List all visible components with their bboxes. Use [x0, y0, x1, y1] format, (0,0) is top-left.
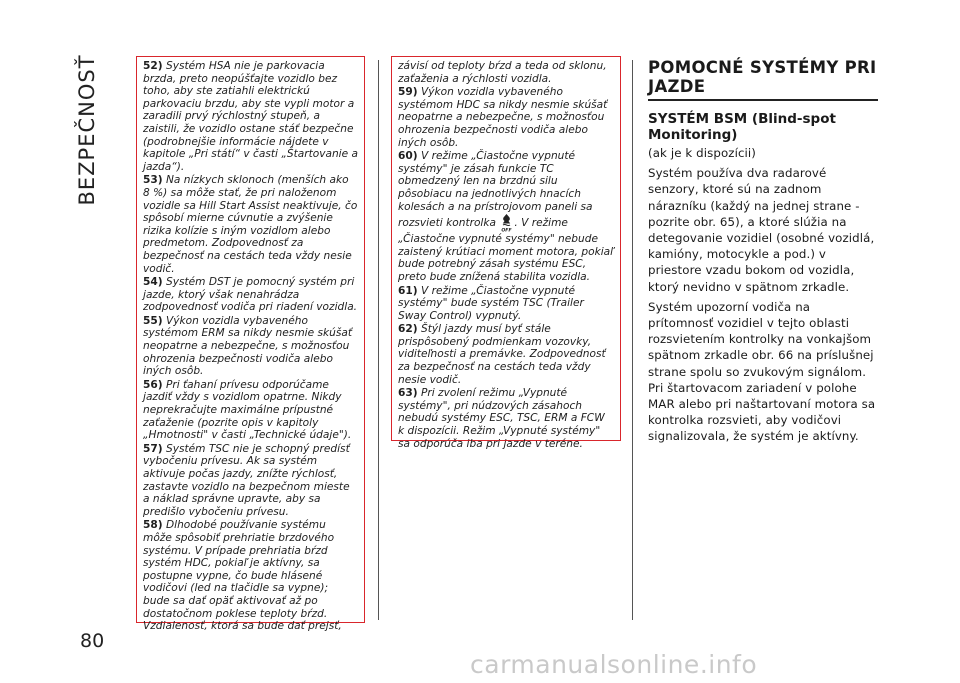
- warning-item: 57) Systém TSC nie je schopný predísť vybočeniu prívesu. Ak sa systém aktivuje počas jazdy, znížte rýchlosť, zastavte vozidlo na bezpečnom mieste a náklad správne upravte, aby sa predišlo vybočeniu prívesu.: [143, 442, 350, 518]
- warning-item: 60) V režime „Čiastočne vypnuté systémy" je zásah funkcie TC obmedzený len na brzdnú silu pôsobiacu na jednotlivých hnacích kolesách a na prístrojovom paneli sa rozsvieti kontrolka OFF . V režime „Čiastočne vypnuté systémy" nebude zaistený krútiaci moment motora, pokiaľ bude potrebný zásah systému ESC, preto bude znížená stabilita vozidla.: [398, 150, 614, 283]
- warning-item: 59) Výkon vozidla vybaveného systémom HDC sa nikdy nesmie skúšať neopatrne a nebezpečne, s možnosťou ohrozenia bezpečnosti vodiča alebo iných osôb.: [398, 86, 608, 149]
- warning-continuation: závisí od teploty bŕzd a teda od sklonu, zaťaženia a rýchlosti vozidla.: [398, 60, 607, 85]
- warning-item: 53) Na nízkych sklonoch (menších ako 8 %) sa môže stať, že pri naloženom vozidle sa Hill Start Assist neaktivuje, čo spôsobí mierne cúvnutie a zvýšenie rizika kolízie s iným vozidlom alebo predmetom. Zodpovednosť za bezpečnosť na cestách teda vždy nesie vodič.: [143, 174, 358, 275]
- subsection-heading: SYSTÉM BSM (Blind-spot Monitoring): [648, 111, 836, 143]
- warning-box-left: [136, 56, 365, 633]
- body-paragraph: Systém používa dva radarové senzory, ktoré sú na zadnom nárazníku (každý na jednej strane - pozrite obr. 65), a ktoré slúžia na detegovanie vozidiel (osobné vozidlá, kamióny, motocykle a pod.) v priestore vzadu bokom od vozidla, ktorý nevidno v spätnom zrkadle.: [648, 166, 875, 294]
- section-heading: POMOCNÉ SYSTÉMY PRI JAZDE: [648, 58, 878, 101]
- warning-item: 52) Systém HSA nie je parkovacia brzda, preto neopúšťajte vozidlo bez toho, aby ste zatiahli elektrickú parkovaciu brzdu, aby ste vypli motor a zaradili prvý rýchlostný stupeň, a zaistili, že vozidlo ostane stáť bezpečne (podrobnejšie informácie nájdete v kapitole „Pri státí“ v časti „Štartovanie a jazda“).: [143, 60, 358, 173]
- warning-item: 55) Výkon vozidla vybaveného systémom ERM sa nikdy nesmie skúšať neopatrne a nebezpečne, s možnosťou ohrozenia bezpečnosti vodiča alebo iných osôb.: [143, 314, 352, 378]
- body-paragraph: Systém upozorní vodiča na prítomnosť vozidiel v tejto oblasti rozsvietením kontrolky na vonkajšom spätnom zrkadle obr. 66 na príslušnej strane spolu so zvukovým signálom. Pri štartovacom zariadení v polohe MAR alebo pri naštartovaní motora sa kontrolka rozsvieti, aby vodičovi signalizovala, že systém je aktívny.: [648, 299, 876, 444]
- main-text-column: [648, 58, 878, 449]
- page-number: 80: [80, 630, 105, 652]
- watermark: carmanualsonline.info: [470, 650, 758, 679]
- warning-item: 61) V režime „Čiastočne vypnuté systémy" bude systém TSC (Trailer Sway Control) vypnutý.: [398, 284, 584, 322]
- warning-item: 58) Dlhodobé používanie systému môže spôsobiť prehriatie brzdového systému. V prípade prehriatia bŕzd systém HDC, pokiaľ je aktívny, sa postupne vypne, čo bude hlásené vodičovi (led na tlačidle sa vypne); bude sa dať opäť aktivovať až po dostatočnom poklese teploty bŕzd. Vzdialenosť, ktorá sa bude dať prejsť,: [143, 519, 342, 633]
- warning-item: 56) Pri ťahaní prívesu odporúčame jazdiť vždy s vozidlom opatrne. Nikdy neprekračujte maximálne prípustné zaťaženie (pozrite opis v kapitoly „Hmotnosti" v časti „Technické údaje").: [143, 378, 352, 442]
- warning-item: 54) Systém DST je pomocný systém pri jazde, ktorý však nenahrádza zodpovednosť vodiča pri riadení vozidla.: [143, 276, 358, 314]
- warning-item: 63) Pri zvolení režimu „Vypnuté systémy", pri núdzových zásahoch nebudú systémy ESC, TSC, ERM a FCW k dispozícii. Režim „Vypnuté systémy" sa odporúča iba pri jazde v teréne.: [398, 387, 605, 450]
- warning-item: 62) Štýl jazdy musí byť stále prispôsobený podmienkam vozovky, viditeľnosti a premávke. Zodpovednosť za bezpečnosť na cestách teda vždy nesie vodič.: [398, 323, 606, 386]
- section-title-text: BEZPEČNOSŤ: [75, 54, 99, 206]
- svg-text:OFF: OFF: [501, 228, 512, 234]
- column-divider: [378, 60, 379, 620]
- esc-off-warning-light-icon: [500, 213, 513, 233]
- availability-note: (ak je k dispozícii): [648, 146, 757, 160]
- column-divider: [632, 60, 633, 620]
- warning-box-middle: [391, 56, 621, 450]
- section-title: [67, 45, 107, 215]
